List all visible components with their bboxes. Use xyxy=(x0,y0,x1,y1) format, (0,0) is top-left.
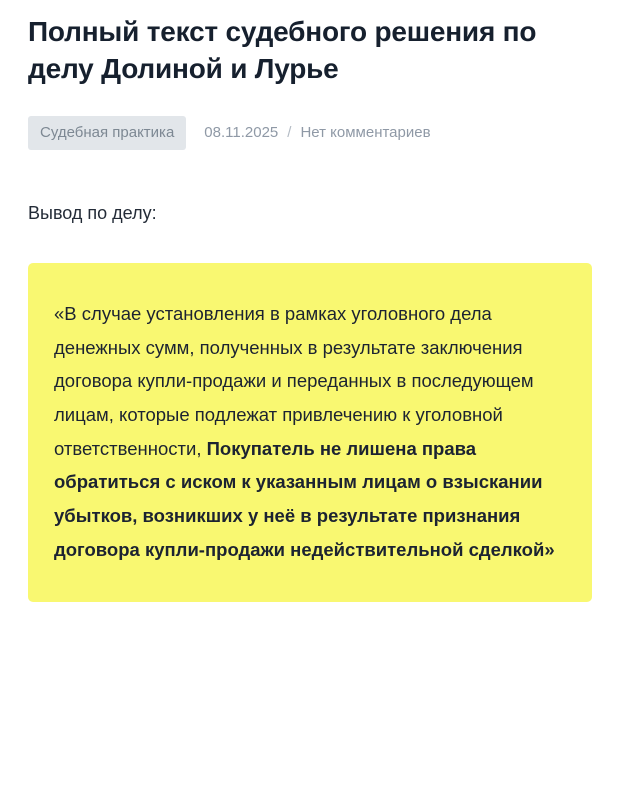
quote-paragraph xyxy=(54,297,566,566)
lead-paragraph: Вывод по делу: xyxy=(28,202,157,223)
comments-link[interactable]: Нет комментариев xyxy=(300,124,431,142)
highlighted-quote-box xyxy=(28,263,592,602)
article-meta xyxy=(28,116,592,150)
page-title: Полный текст судебного решения по делу Долиной и Лурье xyxy=(28,16,537,84)
meta-separator: / xyxy=(287,124,292,142)
quote-bold-text: Покупатель не лишена права обратиться с иском к указанным лицам о взыскании убытков, возникших у неё в результате признания договора купли-продажи недействительной сделкой» xyxy=(54,437,555,560)
category-badge[interactable]: Судебная практика xyxy=(28,116,186,150)
publish-date: 08.11.2025 xyxy=(204,124,279,142)
quote-regular-text: «В случае установления в рамках уголовного дела денежных сумм, полученных в результате заключения договора купли-продажи и переданных в последующем лицам, которые подлежат привлечению к уголовной ответственности, xyxy=(54,302,534,459)
